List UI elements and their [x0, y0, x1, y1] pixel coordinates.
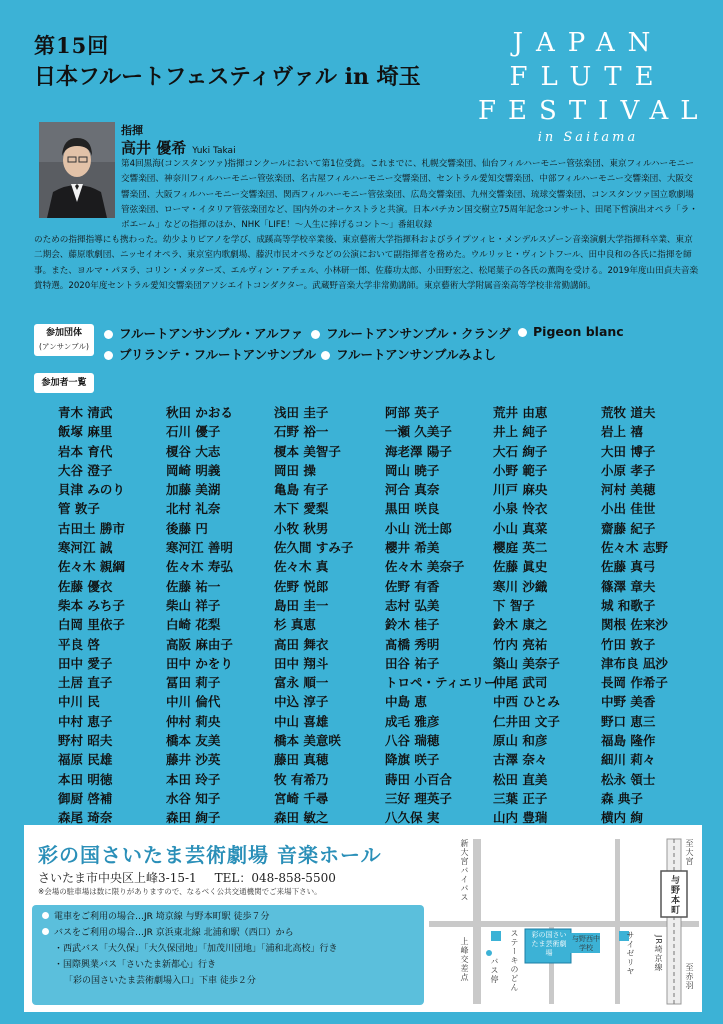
participant-name: 髙橋 秀明: [385, 636, 440, 652]
participant-name: 櫻庭 英二: [493, 540, 548, 556]
participant-name: 杉 真恵: [274, 617, 316, 633]
bullet-icon: [518, 328, 527, 337]
participant-name: 野口 恵三: [601, 713, 656, 729]
participant-name: 関根 佐来沙: [601, 617, 668, 633]
conductor-bio-part2: のための指揮指導にも携わった。幼少よりピアノを学び、成蹊高等学校卒業後、東京藝術大学指揮科およびライプツィヒ・メンデルスゾーン音楽演劇大学指揮科卒業、東京二期会、藤原歌劇団、ニッセイオペラ、東京室内歌劇場、藤沢市民オペラなどの公演において副指揮者を務めた。ウルリッヒ・ヴィントフール、田中良和の各氏に指揮を師事。また、ヨルマ・パヌラ、コリン・メッターズ、エルヴィン・アチェル、小林研一郎、佐藤功太郎、小田野宏之、松尾葉子の各氏の薫陶を受ける。2019年度山田貞夫音楽賞特選。2020年度セントラル愛知交響楽団アソシエイトコンダクター。武蔵野音楽大学非常勤講師。東京藝術大学附属音楽高等学校非常勤講師。: [34, 235, 699, 291]
participant-name: 長岡 作希子: [601, 675, 668, 691]
participant-name: 森田 敏之: [274, 810, 329, 826]
group-item: [321, 345, 496, 363]
conductor-name-text: 高井 優希: [121, 139, 187, 157]
participant-column: [58, 403, 125, 847]
participant-name: 福島 隆作: [601, 733, 656, 749]
participant-name: 佐々木 寿弘: [166, 559, 233, 575]
access-item: [42, 911, 270, 924]
participant-name: 中込 淳子: [274, 694, 329, 710]
access-map: [429, 831, 699, 1006]
participant-name: 白崎 花梨: [166, 617, 221, 633]
venue-panel: [24, 825, 702, 1012]
participant-name: 田谷 祐子: [385, 655, 440, 671]
participant-name: 一瀬 久美子: [385, 424, 452, 440]
participant-name: 管 敦子: [58, 501, 100, 517]
participant-name: 橋本 美意咲: [274, 733, 341, 749]
participant-name: 富永 順一: [274, 675, 329, 691]
participant-name: 小泉 怜衣: [493, 501, 548, 517]
participant-name: 大谷 澄子: [58, 462, 113, 478]
conductor-romaji: Yuki Takai: [192, 146, 236, 156]
participant-name: 津布良 凪沙: [601, 655, 668, 671]
conductor-name: [121, 137, 236, 158]
participant-name: 柴山 祥子: [166, 597, 221, 613]
participant-name: 大田 博子: [601, 443, 656, 459]
participant-name: 三好 理英子: [385, 790, 452, 806]
participant-name: 亀島 有子: [274, 482, 329, 498]
participant-name: 野村 昭夫: [58, 733, 113, 749]
venue-address: さいたま市中央区上峰3-15-1: [38, 871, 197, 885]
participant-name: 齋藤 紀子: [601, 520, 656, 536]
participant-name: トロペ・ティエリー: [385, 675, 497, 691]
participants-label: 参加者一覧: [34, 373, 94, 393]
participant-name: 海老澤 陽子: [385, 443, 452, 459]
participant-name: 榎谷 大志: [166, 443, 221, 459]
participant-name: 佐野 有香: [385, 578, 440, 594]
participant-name: 黒田 咲良: [385, 501, 440, 517]
participant-name: 福原 民雄: [58, 752, 113, 768]
participant-name: 古田土 勝市: [58, 520, 125, 536]
participant-name: 浅田 圭子: [274, 405, 329, 420]
participant-name: 佐久間 すみ子: [274, 540, 354, 556]
participant-name: 小原 孝子: [601, 462, 656, 478]
participant-name: 田中 かをり: [166, 655, 233, 671]
participant-name: 冨田 莉子: [166, 675, 221, 691]
map-restaurant-label: サイゼリヤ: [626, 931, 635, 976]
map-direction-north: 至大宮: [685, 839, 694, 866]
map-direction-south: 至赤羽: [685, 963, 694, 990]
participant-column: [385, 403, 497, 847]
participant-name: 藤田 真穂: [274, 752, 329, 768]
groups-label-line2: (アンサンブル): [39, 342, 89, 351]
participant-name: 水谷 知子: [166, 790, 221, 806]
participant-name: 中島 恵: [385, 694, 427, 710]
participant-name: 八久保 実: [385, 810, 440, 826]
participant-name: 本田 玲子: [166, 771, 221, 787]
participant-name: 佐藤 眞史: [493, 559, 548, 575]
participant-name: 佐々木 真: [274, 559, 329, 575]
participant-name: 成毛 雅彦: [385, 713, 440, 729]
access-text: バスをご利用の場合…JR 京浜東北線 北浦和駅（西口）から: [54, 928, 294, 938]
participant-name: 岡山 暁子: [385, 462, 440, 478]
participant-name: 小野 範子: [493, 462, 548, 478]
participant-name: 鈴木 康之: [493, 617, 548, 633]
participant-name: 佐々木 志野: [601, 540, 668, 556]
participant-name: 降旗 咲子: [385, 752, 440, 768]
access-item: ・西武バス「大久保」「大久保団地」「加茂川団地」「浦和北高校」行き: [54, 944, 338, 954]
participant-name: 御厨 啓補: [58, 790, 113, 806]
participant-name: 河合 真奈: [385, 482, 440, 498]
participant-name: 飯塚 麻里: [58, 424, 113, 440]
group-item-label: フルートアンサンブル・クラング: [326, 326, 511, 341]
participant-name: 下 智子: [493, 597, 535, 613]
group-item: [311, 324, 511, 342]
participant-name: 森 典子: [601, 790, 643, 806]
map-school-label: 与野西中学校: [572, 935, 600, 952]
map-bus-stop-label: バス停: [490, 957, 499, 984]
participant-name: 原山 和彦: [493, 733, 548, 749]
logo-line-2: FLUTE: [509, 62, 667, 92]
bullet-icon: [311, 330, 320, 339]
participant-column: [166, 403, 233, 847]
bullet-icon: [321, 351, 330, 360]
bullet-icon: [42, 912, 49, 919]
participant-name: 藤井 沙英: [166, 752, 221, 768]
conductor-label: 指揮: [121, 124, 143, 137]
participant-name: 鈴木 桂子: [385, 617, 440, 633]
group-item-label: フルートアンサンブルみよし: [336, 347, 497, 362]
participant-name: 小山 洸士郎: [385, 520, 452, 536]
participant-name: 岩本 育代: [58, 443, 113, 459]
participant-name: 貝津 みのり: [58, 482, 125, 498]
participant-name: 木下 愛梨: [274, 501, 329, 517]
participant-name: 中村 恵子: [58, 713, 113, 729]
participant-name: 宮崎 千尋: [274, 790, 329, 806]
participant-name: 小出 佳世: [601, 501, 656, 517]
group-item-label: ブリランテ・フルートアンサンブル: [119, 347, 317, 362]
participant-name: 仁井田 文子: [493, 713, 560, 729]
participant-name: 佐々木 親綱: [58, 559, 125, 575]
bullet-icon: [104, 330, 113, 339]
access-text: 電車をご利用の場合…JR 埼京線 与野本町駅 徒歩７分: [54, 912, 270, 922]
participant-name: 佐藤 祐一: [166, 578, 221, 594]
groups-label-line1: 参加団体: [45, 328, 82, 338]
venue-name: 彩の国さいたま芸術劇場 音楽ホール: [38, 843, 382, 867]
participant-name: 牧 有希乃: [274, 771, 329, 787]
access-box: [32, 905, 424, 1005]
participant-name: 櫻井 希美: [385, 540, 440, 556]
festival-title: 日本フルートフェスティヴァル in 埼玉: [34, 64, 421, 90]
conductor-bio-part1: 第4回黒海(コンスタンツァ)指揮コンクールにおいて第1位受賞。これまでに、札幌交響楽団、仙台フィルハーモニー管弦楽団、東京フィルハーモニー交響楽団、神奈川フィルハーモニー管弦楽団、名古屋フィルハーモニー交響楽団、セントラル愛知交響楽団、中部フィルハーモニー交響楽団、大阪交響楽団、大阪フィルハーモニー交響楽団、関西フィルハーモニー管弦楽団、広島交響楽団、九州交響楽団、琉球交響楽団、コンスタンツァ国立歌劇場管弦楽団、ローマ・イタリア管弦楽団など、国内外のオーケストラと共演。日本パチカン国交樹立75周年記念コンサート、田尾下哲演出オペラ「ラ・ボエーム」などの指揮のほか、NHK「LIFE！～人生に捧げるコント～」番組収録: [121, 159, 698, 231]
groups-label: [34, 324, 94, 356]
participant-name: 土居 直子: [58, 675, 113, 691]
participant-name: 小牧 秋男: [274, 520, 329, 536]
participant-name: 八谷 瑞穂: [385, 733, 440, 749]
participant-column: [493, 403, 560, 828]
participant-name: 岩上 禧: [601, 424, 643, 440]
participant-name: 青木 清武: [58, 405, 113, 420]
participant-name: 佐野 悦郎: [274, 578, 329, 594]
participant-name: 白岡 里依子: [58, 617, 125, 633]
participant-name: 小山 真菜: [493, 520, 548, 536]
participant-name: 荒牧 道夫: [601, 405, 656, 420]
venue-address-line: [38, 869, 336, 886]
participant-name: 仲尾 武司: [493, 675, 548, 691]
participant-name: 石川 優子: [166, 424, 221, 440]
participant-name: 田中 翔斗: [274, 655, 329, 671]
access-item: [42, 927, 294, 940]
group-item-label: フルートアンサンブル・アルファ: [119, 326, 304, 341]
participant-name: 柴本 みち子: [58, 597, 125, 613]
logo-line-1: JAPAN: [512, 28, 664, 58]
participant-name: 高阪 麻由子: [166, 636, 233, 652]
participant-name: 篠澤 章夫: [601, 578, 656, 594]
participant-name: 橋本 友美: [166, 733, 221, 749]
access-item: 「彩の国さいたま芸術劇場入口」下車 徒歩２分: [64, 976, 256, 986]
participant-column: [274, 403, 353, 847]
participant-name: 加藤 美湖: [166, 482, 221, 498]
map-venue-label: 彩の国さいたま芸術劇場: [531, 931, 567, 957]
participant-name: 秋田 かおる: [166, 405, 233, 420]
participant-name: 阿部 英子: [385, 405, 440, 420]
participant-name: 川戸 麻央: [493, 482, 548, 498]
festival-logo: [478, 26, 710, 145]
group-item-label: Pigeon blanc: [533, 324, 624, 339]
participant-name: 石野 裕一: [274, 424, 329, 440]
participant-name: 中西 ひとみ: [493, 694, 560, 710]
group-item: [104, 345, 316, 363]
participant-name: 荒井 由恵: [493, 405, 548, 420]
map-intersection-label: 上峰交差点: [460, 937, 469, 982]
participant-name: 田中 愛子: [58, 655, 113, 671]
map-road-label: 新大宮バイパス: [460, 839, 469, 902]
participant-name: 榎本 美智子: [274, 443, 341, 459]
participant-column: [601, 403, 668, 828]
participant-name: 城 和歌子: [601, 597, 656, 613]
participant-name: 佐々木 美奈子: [385, 559, 465, 575]
participant-name: 森田 絢子: [166, 810, 221, 826]
participant-name: 佐藤 優衣: [58, 578, 113, 594]
map-store-label: ステーキのどん: [510, 929, 519, 992]
logo-line-3: FESTIVAL: [478, 96, 710, 126]
group-item: [518, 324, 624, 339]
participant-name: 平良 啓: [58, 636, 100, 652]
conductor-photo: [39, 122, 115, 218]
participant-name: 古澤 奈々: [493, 752, 548, 768]
participant-name: 志村 弘美: [385, 597, 440, 613]
participant-name: 寒河江 善明: [166, 540, 233, 556]
participant-name: 中川 民: [58, 694, 100, 710]
participant-name: 佐藤 真弓: [601, 559, 656, 575]
participant-name: 岡崎 明義: [166, 462, 221, 478]
participant-name: 森尾 琦奈: [58, 810, 113, 826]
participant-name: 島田 圭一: [274, 597, 329, 613]
map-station-label: 与野本町: [669, 875, 679, 915]
participant-name: 河村 美穂: [601, 482, 656, 498]
participant-name: 中山 喜雄: [274, 713, 329, 729]
logo-line-4: in Saitama: [537, 130, 639, 145]
participant-name: 横内 絢: [601, 810, 643, 826]
participant-name: 寒河江 誠: [58, 540, 113, 556]
map-rail-label: JR埼京線: [654, 935, 663, 972]
participant-name: 井上 純子: [493, 424, 548, 440]
participant-name: 岡田 操: [274, 462, 316, 478]
participant-name: 寒川 沙織: [493, 578, 548, 594]
participant-name: 竹田 敦子: [601, 636, 656, 652]
participant-name: 仲村 莉央: [166, 713, 221, 729]
participant-name: 松田 直美: [493, 771, 548, 787]
venue-tel: TEL：048-858-5500: [214, 871, 336, 885]
participant-name: 蒔田 小百合: [385, 771, 452, 787]
parking-note: ※会場の駐車場は数に限りがありますので、なるべく公共交通機関でご来場下さい。: [38, 887, 322, 896]
participant-name: 築山 美奈子: [493, 655, 560, 671]
participant-name: 中野 美香: [601, 694, 656, 710]
participant-name: 竹内 亮祐: [493, 636, 548, 652]
participant-name: 大石 絢子: [493, 443, 548, 459]
bullet-icon: [42, 928, 49, 935]
participant-name: 細川 莉々: [601, 752, 656, 768]
participant-name: 北村 礼奈: [166, 501, 221, 517]
participant-name: 高田 舞衣: [274, 636, 329, 652]
group-item: [104, 324, 303, 342]
participant-name: 松永 領士: [601, 771, 656, 787]
edition-label: 第15回: [34, 33, 110, 58]
participant-name: 中川 倫代: [166, 694, 221, 710]
participant-name: 三葉 正子: [493, 790, 548, 806]
bullet-icon: [104, 351, 113, 360]
participant-name: 本田 明徳: [58, 771, 113, 787]
access-item: ・国際興業バス「さいたま新都心」行き: [54, 960, 217, 970]
participant-name: 後藤 円: [166, 520, 208, 536]
participant-name: 山内 豊瑞: [493, 810, 548, 826]
